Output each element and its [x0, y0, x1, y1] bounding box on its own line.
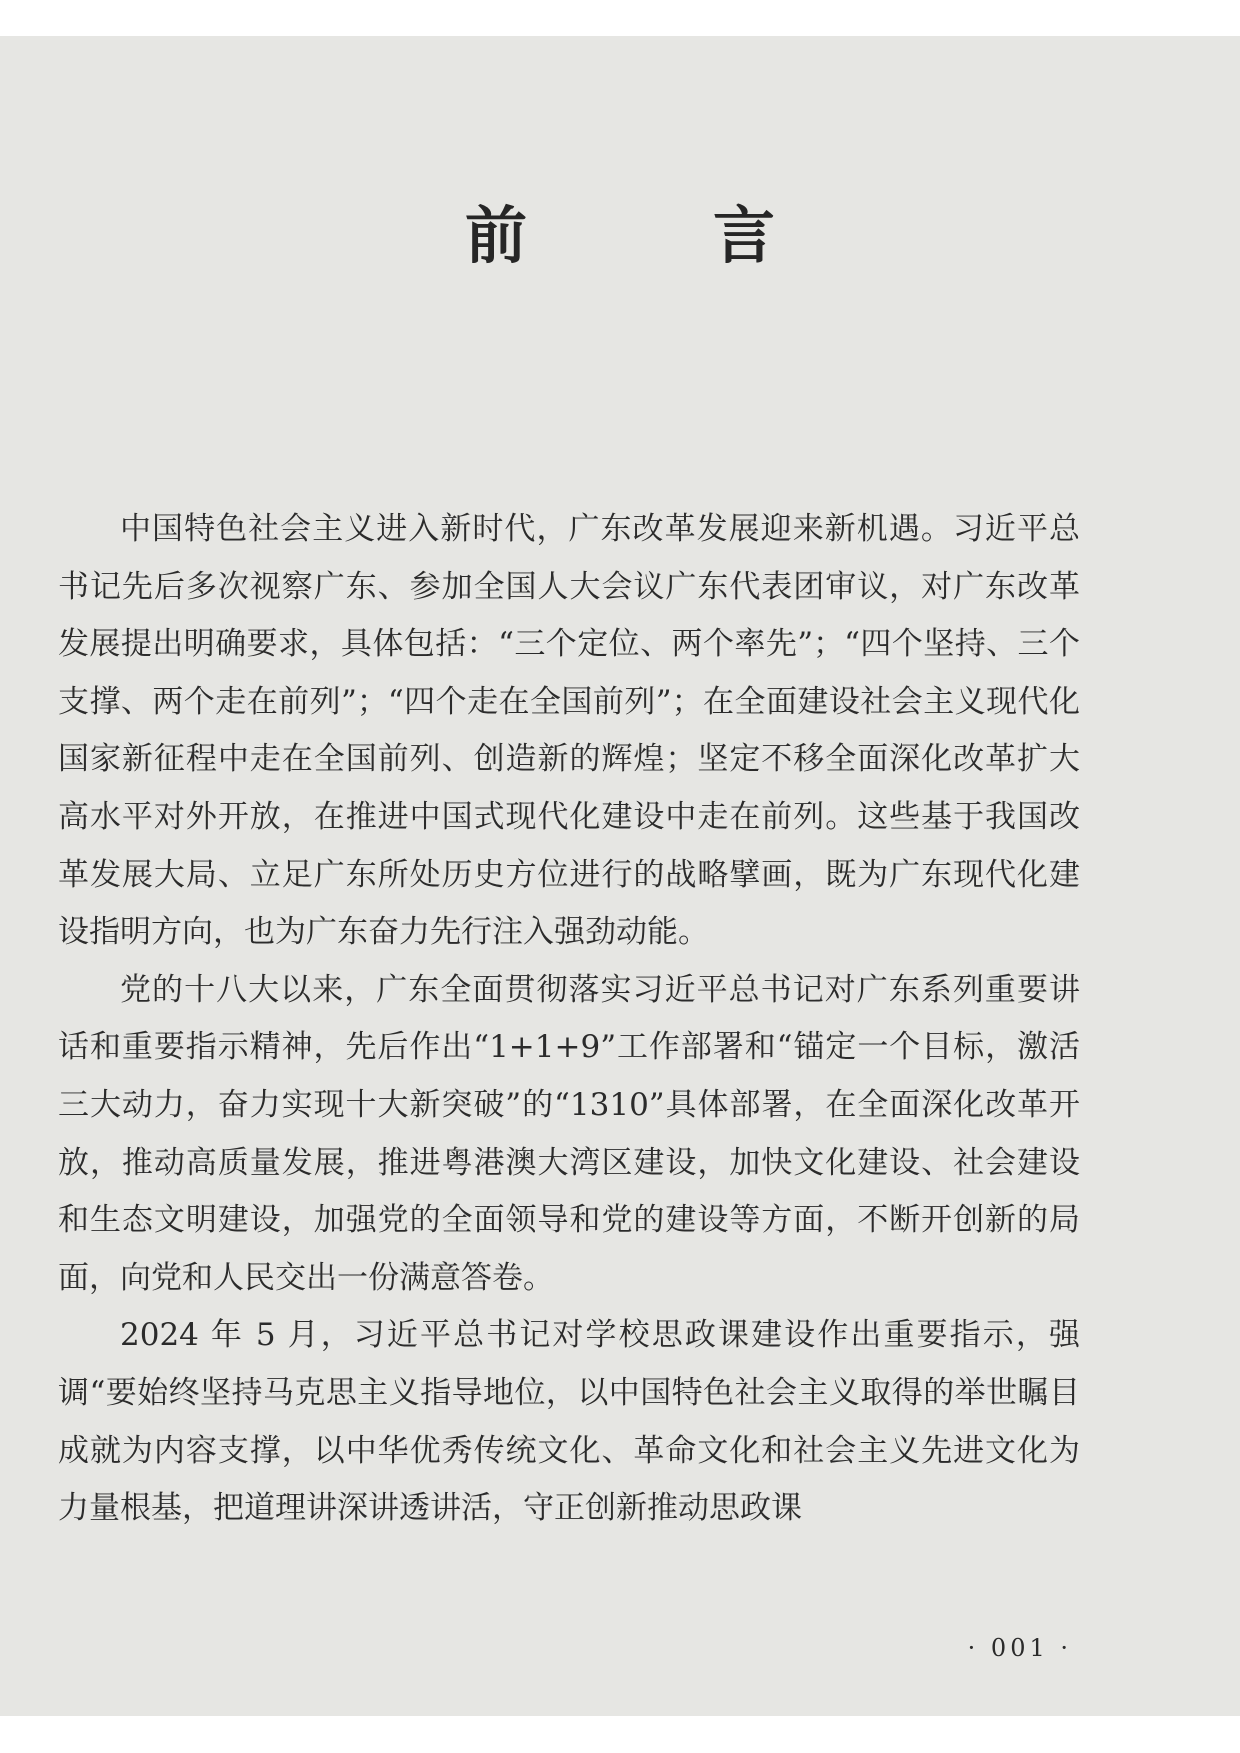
body-text [58, 501, 1080, 1538]
document-page [0, 36, 1240, 1716]
page-number: · 001 · [967, 1634, 1072, 1662]
paragraph-3: 2024 年 5 月，习近平总书记对学校思政课建设作出重要指示，强调“要始终坚持马克思主义指导地位，以中国特色社会主义取得的举世瞩目成就为内容支撑，以中华优秀传统文化、革命文化和社会主义先进文化为力量根基，把道理讲深讲透讲活，守正创新推动思政课 [58, 1317, 1080, 1527]
paragraph-2: 党的十八大以来，广东全面贯彻落实习近平总书记对广东系列重要讲话和重要指示精神，先后作出“1+1+9”工作部署和“锚定一个目标，激活三大动力，奋力实现十大新突破”的“1310”具体部署，在全面深化改革开放，推动高质量发展，推进粤港澳大湾区建设，加快文化建设、社会建设和生态文明建设，加强党的全面领导和党的建设等方面，不断开创新的局面，向党和人民交出一份满意答卷。 [58, 971, 1080, 1296]
page-title: 前 言 [464, 199, 837, 272]
paragraph-1: 中国特色社会主义进入新时代，广东改革发展迎来新机遇。习近平总书记先后多次视察广东、参加全国人大会议广东代表团审议，对广东改革发展提出明确要求，具体包括：“三个定位、两个率先”；“四个坚持、三个支撑、两个走在前列”；“四个走在全国前列”；在全面建设社会主义现代化国家新征程中走在全国前列、创造新的辉煌；坚定不移全面深化改革扩大高水平对外开放，在推进中国式现代化建设中走在前列。这些基于我国改革发展大局、立足广东所处历史方位进行的战略擘画，既为广东现代化建设指明方向，也为广东奋力先行注入强劲动能。 [58, 511, 1080, 951]
